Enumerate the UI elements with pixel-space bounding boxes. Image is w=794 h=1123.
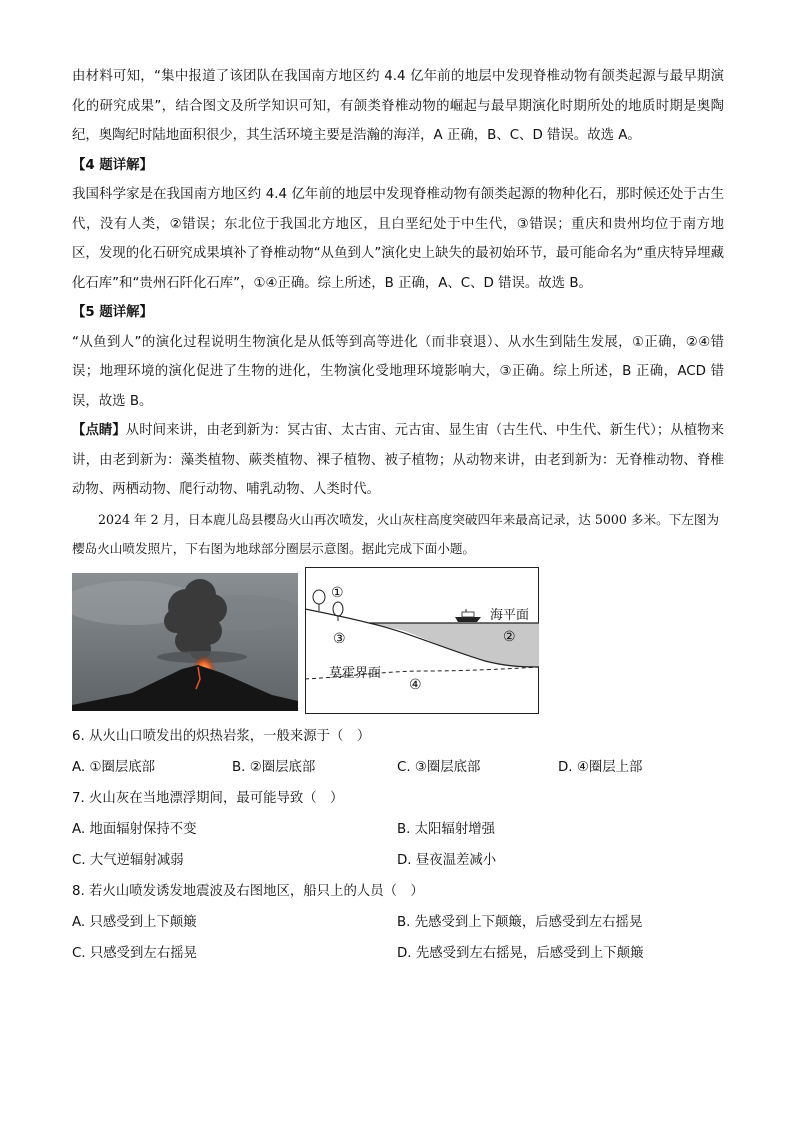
q6-option-c[interactable]: C. ③圈层底部: [397, 759, 481, 775]
answer-paragraph-3: 由材料可知，“集中报道了该团队在我国南方地区约 4.4 亿年前的地层中发现脊椎动物有颌类起源与最早期演化的研究成果”，结合图文及所学知识可知，有颌类脊椎动物的崛起与最早期演化时期所处的地质时期是奥陶纪，奥陶纪时陆地面积很少，其生活环境主要是浩瀚的海洋，A 正确，B、C、D 错误。故选 A。: [72, 69, 724, 143]
question-8-stem: 8. 若火山喷发诱发地震波及右图地区，船只上的人员（ ）: [72, 883, 424, 899]
q7-option-a[interactable]: A. 地面辐射保持不变: [72, 821, 197, 837]
volcano-photo: [72, 573, 298, 711]
q8-option-b[interactable]: B. 先感受到上下颠簸，后感受到左右摇晃: [397, 914, 643, 930]
q6-option-d[interactable]: D. ④圈层上部: [558, 759, 643, 775]
q8-option-c[interactable]: C. 只感受到左右摇晃: [72, 945, 197, 961]
answer-paragraph-5: “从鱼到人”的演化过程说明生物演化是从低等到高等进化（而非衰退）、从水生到陆生发展，①正确，②④错误；地理环境的演化促进了生物的进化，生物演化受地理环境影响大，③正确。综上所述，B 正确，ACD 错误，故选 B。: [72, 334, 724, 409]
layer-marker-3: ③: [333, 630, 346, 647]
question-8-options-row1: [72, 907, 724, 938]
question-6-stem: 6. 从火山口喷发出的炽热岩浆，一般来源于（ ）: [72, 728, 371, 744]
question-6-options: [72, 752, 724, 783]
answer-paragraph-4: 我国科学家是在我国南方地区约 4.4 亿年前的地层中发现脊椎动物有颌类起源的物种化石，那时候还处于古生代，没有人类，②错误；东北位于我国北方地区，且白垩纪处于中生代，③错误；重庆和贵州均位于南方地区，发现的化石研究成果填补了脊椎动物“从鱼到人”演化史上缺失的最初始环节，最可能命名为“重庆特异埋藏化石库”和“贵州石阡化石库”，①④正确。综上所述，B 正确，A、C、D 错误。故选 B。: [72, 187, 724, 291]
q6-option-a[interactable]: A. ①圈层底部: [72, 759, 156, 775]
q7-option-c[interactable]: C. 大气逆辐射减弱: [72, 852, 184, 868]
heading-q4-text: 【4 题详解】: [72, 157, 153, 173]
tip-text: 从时间来讲，由老到新为：冥古宙、太古宙、元古宙、显生宙（古生代、中生代、新生代）；从植物来讲，由老到新为：藻类植物、蕨类植物、裸子植物、被子植物；从动物来讲，由老到新为：无脊椎动物、脊椎动物、两栖动物、爬行动物、哺乳动物、人类时代。: [72, 423, 725, 497]
layer-marker-1: ①: [331, 584, 344, 601]
q7-option-d[interactable]: D. 昼夜温差减小: [397, 852, 497, 868]
q6-option-b[interactable]: B. ②圈层底部: [232, 759, 316, 775]
heading-q4-detail: [72, 151, 724, 181]
tip-label: 【点睛】: [72, 423, 126, 438]
sea-level-label: 海平面: [490, 607, 530, 623]
figure-row: [72, 573, 724, 721]
q7-option-b[interactable]: B. 太阳辐射增强: [397, 821, 496, 837]
earth-layers-diagram: [305, 567, 541, 715]
question-7-options-row2: [72, 845, 724, 876]
q8-option-d[interactable]: D. 先感受到左右摇晃，后感受到上下颠簸: [397, 945, 644, 961]
q8-option-a[interactable]: A. 只感受到上下颠簸: [72, 914, 197, 930]
heading-q5-detail: [72, 298, 724, 328]
document-page: [72, 62, 724, 969]
layer-marker-2: ②: [503, 628, 516, 645]
moho-label: 莫霍界面: [329, 665, 382, 681]
question-intro: 2024 年 2 月，日本鹿儿岛县樱岛火山再次喷发，火山灰柱高度突破四年来最高记录，达 5000 多米。下左图为樱岛火山喷发照片，下右图为地球部分圈层示意图。据此完成下面小题。: [72, 511, 720, 556]
question-8-options-row2: [72, 938, 724, 969]
layer-marker-4: ④: [409, 676, 422, 693]
question-7-options-row1: [72, 814, 724, 845]
tip-paragraph: [72, 416, 724, 505]
question-7-stem: 7. 火山灰在当地漂浮期间，最可能导致（ ）: [72, 790, 344, 806]
heading-q5-text: 【5 题详解】: [72, 305, 153, 320]
